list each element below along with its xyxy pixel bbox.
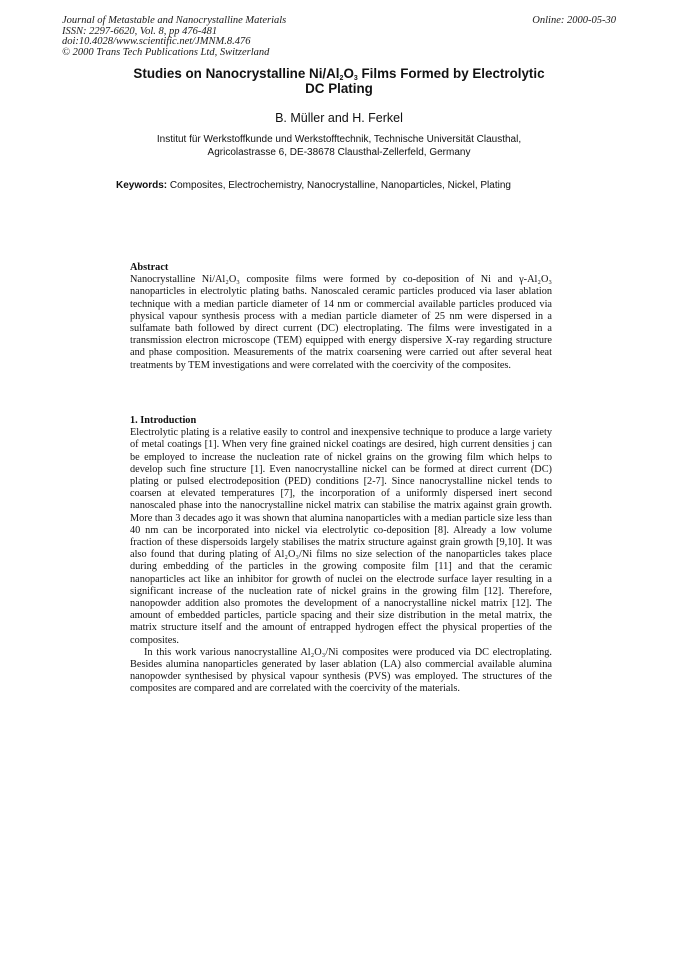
online-date: Online: 2000-05-30 (532, 15, 616, 26)
title-line-1: Studies on Nanocrystalline $Ni/Al_2O_3$ Films Formed by Electrolytic (133, 66, 545, 82)
affiliation (110, 134, 568, 159)
introduction-heading: 1. Introduction (130, 415, 197, 426)
abstract-heading: Abstract (130, 262, 169, 273)
affiliation-line-2: Agricolastrasse 6, DE-38678 Clausthal-Zellerfeld, Germany (207, 146, 471, 158)
keywords-text: Composites, Electrochemistry, Nanocrystalline, Nanoparticles, Nickel, Plating (167, 180, 511, 191)
journal-copyright: © 2000 Trans Tech Publications Ltd, Switzerland (62, 46, 270, 58)
title-line-2: DC Plating (305, 80, 373, 96)
abstract-text: Nanocrystalline Ni/Al₂O₃ composite films were formed by co-deposition of Ni and γ-Al₂O₃ nanoparticles in electrolytic plating baths. Nanoscaled ceramic particles produced via laser ablation technique with a median particle diameter of 14 nm or commercial available particles produced via physical vapour synthesis process with a median particle diameter of 25 nm were dispersed in a sulfamate bath followed by direct current (DC) electroplating. The films were investigated in a transmission electron microscope (TEM) equipped with energy dispersive X-ray regarding structure and phase composition. Measurements of the matrix coarsening were carried out after several heat treatments by TEM investigations and were correlated with the coercivity of the composites. (130, 274, 552, 371)
journal-doi: doi:10.4028/www.scientific.net/JMNM.8.476 (62, 36, 251, 47)
journal-name: Journal of Metastable and Nanocrystalline Materials (62, 15, 287, 26)
introduction-paragraph-1: Electrolytic plating is a relative easily to control and inexpensive technique to produce a large variety of metal coatings [1]. When very fine grained nickel coatings are desired, high current densities j can be employed to increase the nucleation rate of nickel grains on the growing film which helps to develop such fine structure [1]. Even nanocrystalline nickel can be formed at direct current (DC) plating or pulsed electrodeposition (PED) conditions [2-7]. Since nanocrystalline nickel tends to coarsen at elevated temperatures [7], the incorporation of a uniformly dispersed inert second nanoscaled phase into the nanocrystalline nickel matrix can stabilise the matrix against grain growth. More than 3 decades ago it was shown that alumina nanoparticles with a median particle size less than 40 nm can be incorporated into nickel via electrolytic co-deposition [8]. Already a low volume fraction of these dispersoids largely stabilises the matrix structure against grain growth [9,10]. It was also found that during plating of Al₂O₃/Ni films no size selection of the nanoparticles takes place during embedding of the particles in the growing composite film [11] and that the ceramic nanoparticles act like an inhibitor for growth of nuclei on the electrode surface layer resulting in a significant increase of the nucleation rate of nickel grains in the growing film [12]. Therefore, nanopowder addition also promotes the development of a nanocrystalline nickel matrix [12]. The amount of embedded particles, particle spacing and their size distribution in the metal matrix, the matrix structure itself and the amount of entrapped hydrogen effect the physical properties of the composites. (130, 427, 552, 646)
authors: B. Müller and H. Ferkel (275, 111, 403, 125)
abstract-section (130, 262, 552, 372)
introduction-paragraph-2: In this work various nanocrystalline Al₂O₃/Ni composites were produced via DC electroplating. Besides alumina nanoparticles generated by laser ablation (LA) also commercial available alumina nanopowder synthesised by physical vapour synthesis (PVS) was employed. The structures of the composites are compared and are correlated with the coercivity of the materials. (130, 646, 552, 695)
journal-issn: ISSN: 2297-6620, Vol. 8, pp 476-481 (62, 25, 218, 37)
paper-title (110, 67, 568, 96)
journal-header (62, 16, 286, 58)
affiliation-line-1: Institut für Werkstoffkunde und Werkstofftechnik, Technische Universität Clausthal, (156, 134, 522, 145)
keywords (116, 180, 596, 192)
introduction-section (130, 415, 552, 696)
keywords-label: Keywords: (116, 180, 168, 191)
